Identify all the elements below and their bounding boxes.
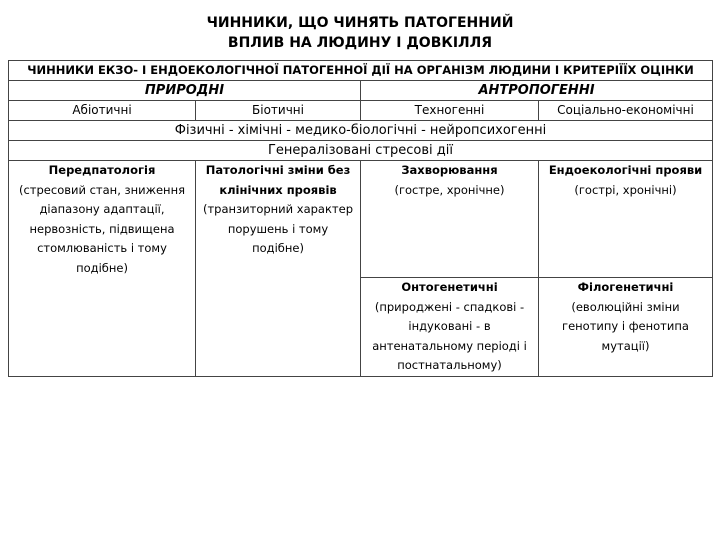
disease-cell	[361, 161, 539, 278]
prepathology-text-4: стомлюваність і тому	[37, 241, 167, 255]
prepathology-text-3: нервозність, підвищена	[29, 221, 175, 236]
phylogenetic-title: Філогенетичні	[577, 280, 674, 294]
pathological-changes-text-3: подібне)	[252, 241, 304, 255]
pathological-changes-title-1: Патологічні зміни без	[205, 163, 351, 177]
ontogenetic-text-1: (природжені - спадкові -	[374, 299, 525, 314]
type-abiotic: Абіотичні	[9, 101, 196, 121]
ontogenetic-text-4: постнатальному)	[397, 358, 502, 372]
endoecological-text: (гострі, хронічні)	[574, 182, 677, 197]
disease-text: (гостре, хронічне)	[394, 182, 505, 197]
disease-title: Захворювання	[401, 163, 498, 177]
prepathology-title: Передпатологія	[48, 163, 156, 177]
pathological-changes-text-1: (транзиторний характер	[202, 202, 354, 216]
ontogenetic-text-2: індуковані - в	[408, 319, 491, 333]
category-natural: ПРИРОДНІ	[9, 81, 361, 101]
type-technogenic: Техногенні	[361, 101, 539, 121]
title-line-1: ЧИННИКИ, ЩО ЧИНЯТЬ ПАТОГЕННИЙ	[206, 15, 514, 31]
factors-table	[8, 60, 713, 377]
ontogenetic-cell	[361, 278, 539, 377]
prepathology-text-5: подібне)	[76, 260, 128, 275]
ontogenetic-text-3: антенатальному періоді і	[372, 338, 527, 353]
pathological-changes-text-2: порушень і тому	[227, 221, 329, 236]
phylogenetic-text-2: генотипу і фенотипа	[562, 319, 689, 333]
phylogenetic-cell	[539, 278, 713, 377]
endoecological-title: Ендоекологічні прояви	[548, 163, 703, 177]
table-header: ЧИННИКИ ЕКЗО- І ЕНДОЕКОЛОГІЧНОЇ ПАТОГЕННОЇ ДІЇ НА ОРГАНІЗМ ЛЮДИНИ І КРИТЕРІЇЇХ ОЦІНКИ	[9, 61, 713, 81]
type-biotic: Біотичні	[196, 101, 361, 121]
phylogenetic-text-1: (еволюційні зміни	[571, 299, 680, 314]
pathological-changes-cell	[196, 161, 361, 377]
type-socioeconomic: Соціально-економічні	[539, 101, 713, 121]
phylogenetic-text-3: мутації)	[601, 338, 650, 353]
title-line-2: ВПЛИВ НА ЛЮДИНУ І ДОВКІЛЛЯ	[227, 35, 493, 51]
category-anthropogenic: АНТРОПОГЕННІ	[361, 81, 713, 101]
prepathology-text-2: діапазону адаптації,	[39, 202, 165, 216]
prepathology-cell	[9, 161, 196, 377]
factors-line: Фізичні - хімічні - медико-біологічні - нейропсихогенні	[9, 121, 713, 141]
pathological-changes-title-2: клінічних проявів	[219, 182, 337, 197]
stress-line: Генералізовані стресові дії	[9, 141, 713, 161]
page-title	[0, 13, 720, 53]
ontogenetic-title: Онтогенетичні	[401, 280, 498, 294]
endoecological-cell	[539, 161, 713, 278]
prepathology-text-1: (стресовий стан, зниження	[18, 182, 186, 197]
